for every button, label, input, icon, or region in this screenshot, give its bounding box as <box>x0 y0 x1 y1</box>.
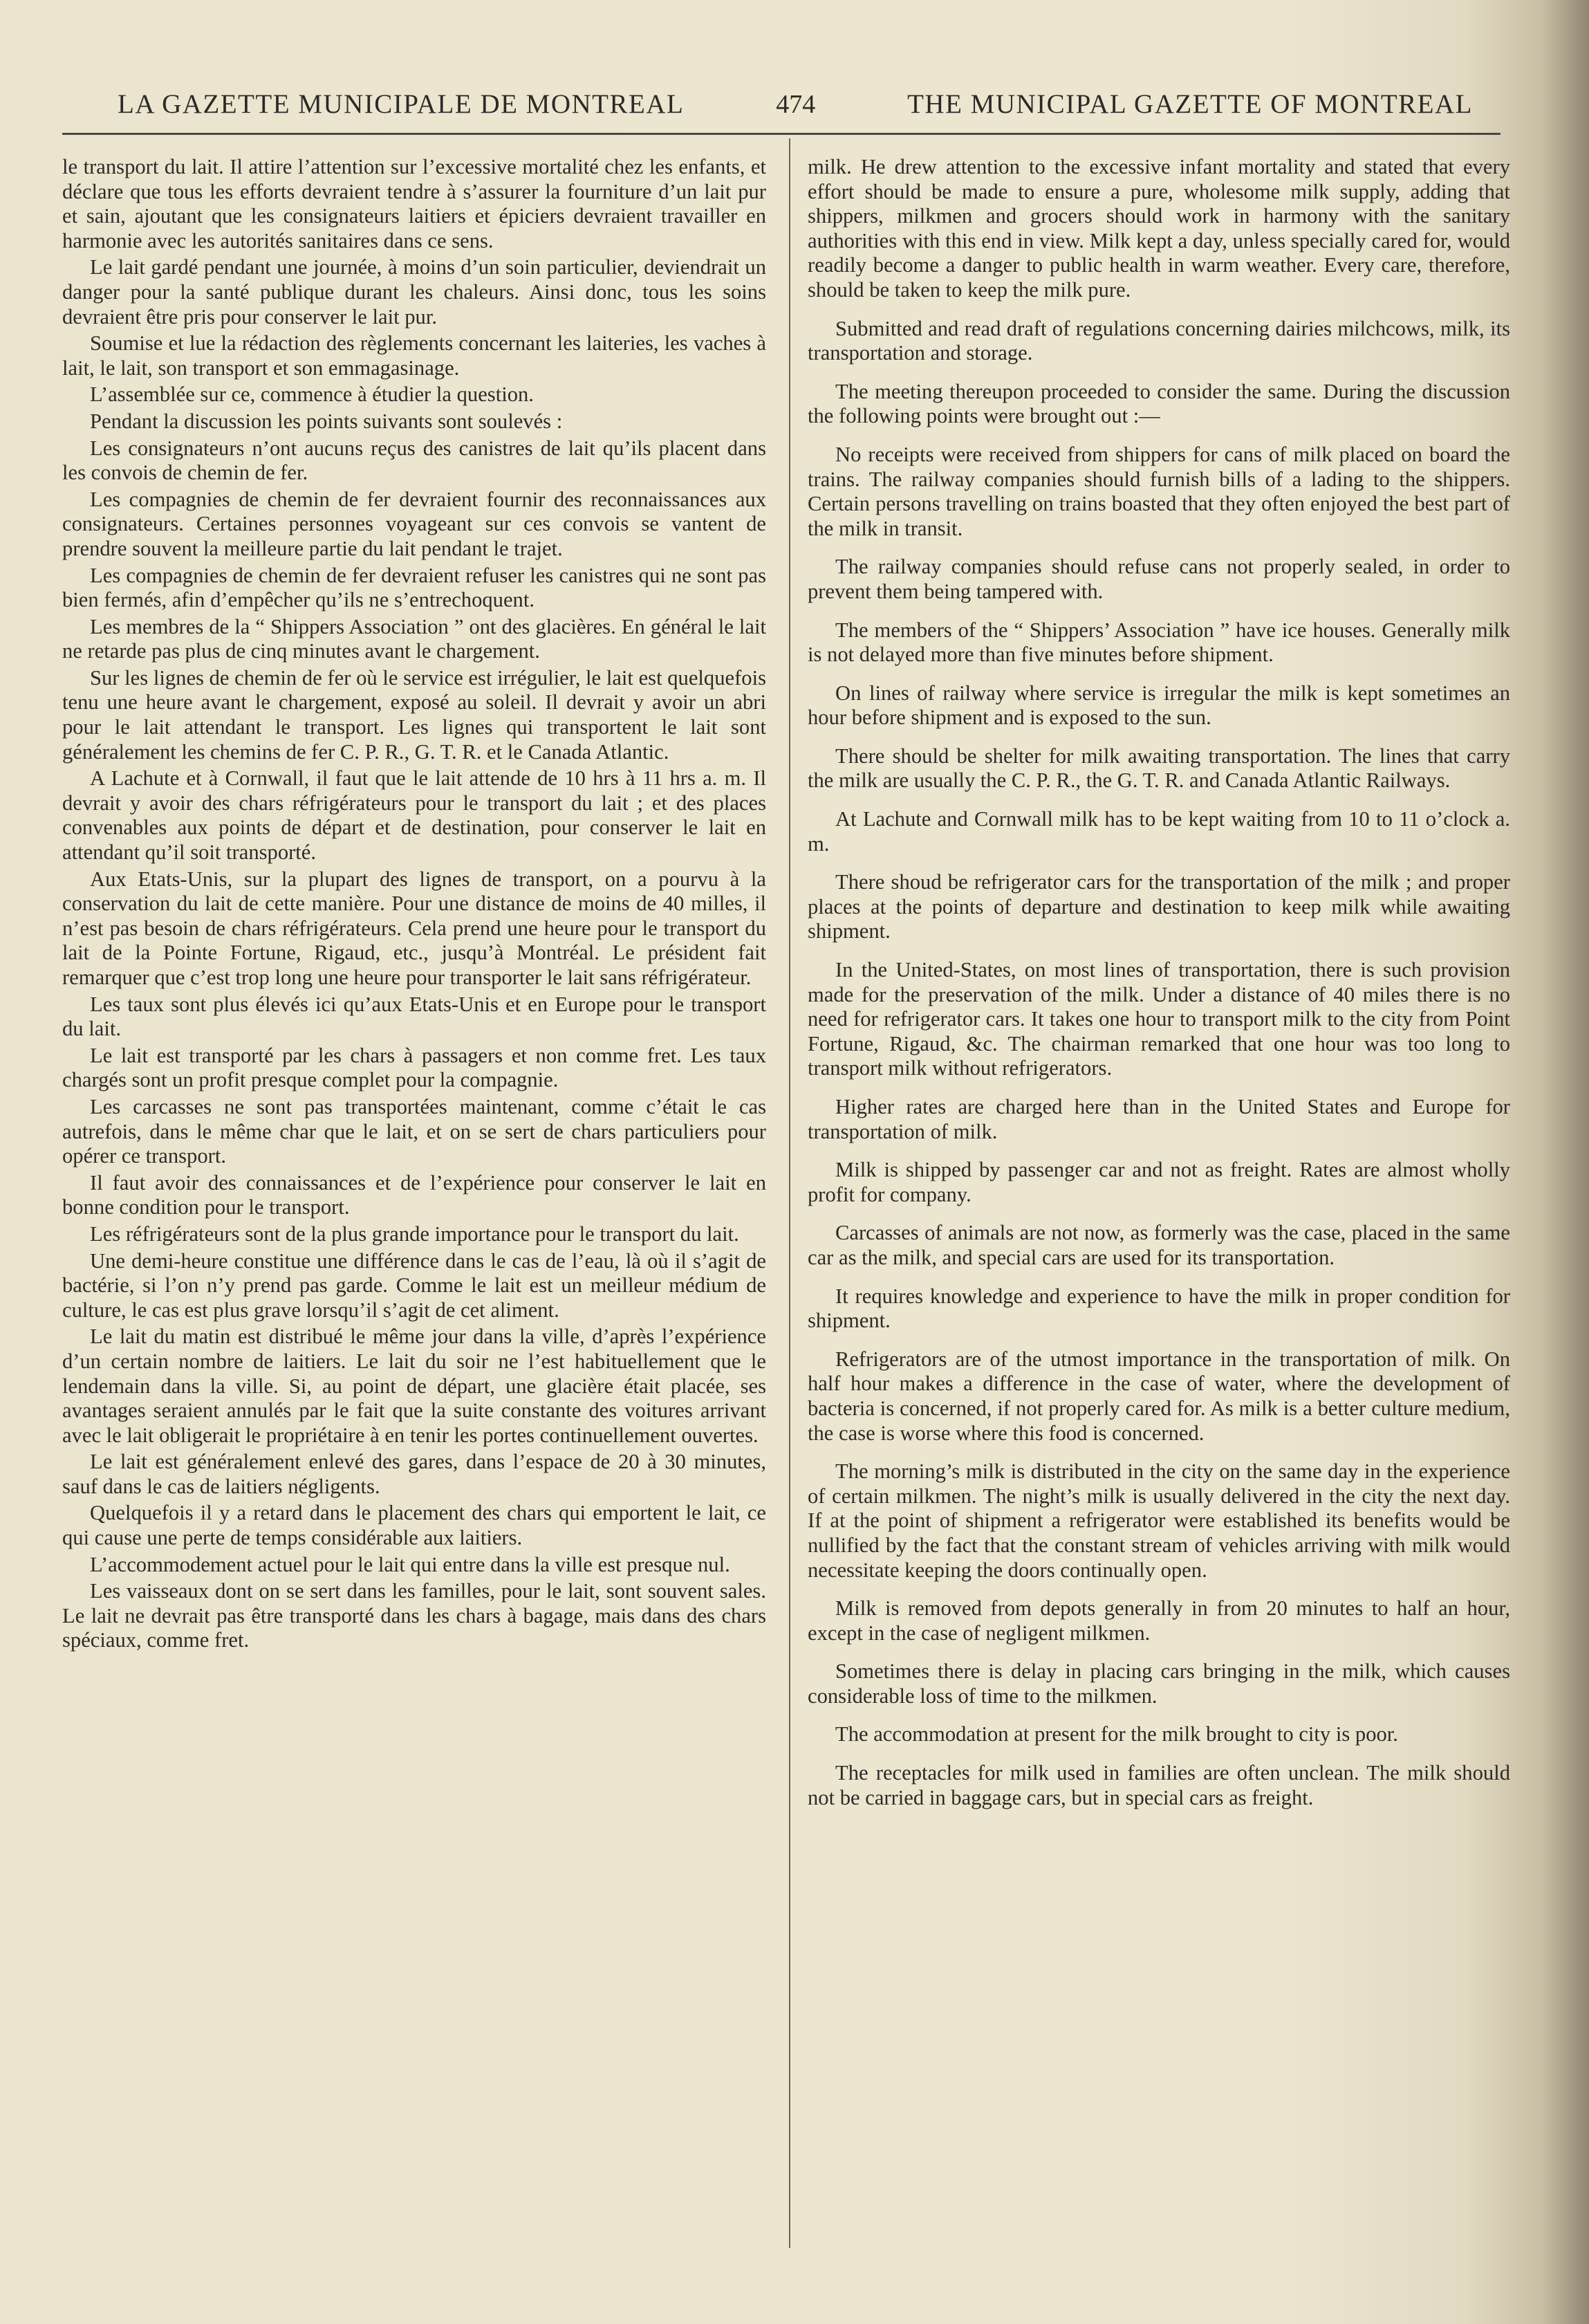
running-header <box>118 89 1473 127</box>
paragraph: Les compagnies de chemin de fer devraient refuser les canistres qui ne sont pas bien fermés, afin d’empêcher qu’ils ne s’entrechoquent. <box>62 563 766 612</box>
paragraph: Pendant la discussion les points suivants sont soulevés : <box>90 409 563 433</box>
paragraph: Une demi-heure constitue une différence dans le cas de l’eau, là où il s’agit de bactérie, si l’on n’y prend pas garde. Comme le lait est un meilleur médium de culture, le cas est plus grave lorsqu’il s’agit de cet aliment. <box>62 1248 766 1322</box>
paragraph: Sometimes there is delay in placing cars bringing in the milk, which causes considerable loss of time to the milkmen. <box>808 1659 1510 1708</box>
header-french-title: LA GAZETTE MUNICIPALE DE MONTREAL <box>118 89 685 119</box>
paragraph: Les compagnies de chemin de fer devraient fournir des reconnaissances aux consignateurs. Certaines personnes voyageant sur ces convois se vantent de prendre souvent la meilleure partie du lait pendant le trajet. <box>62 487 766 560</box>
paragraph: In the United-States, on most lines of transportation, there is such provision made for the preservation of the milk. Under a distance of 40 miles there is no need for refrigerator cars. It takes one hour to transport milk to the city from Point Fortune, Rigaud, &c. The chairman remarked that one hour was too long to transport milk without refrigerators. <box>808 958 1510 1080</box>
paragraph: milk. He drew attention to the excessive infant mortality and stated that every effort should be made to ensure a pure, wholesome milk supply, adding that shippers, milkmen and grocers should work in harmony with the sanitary authorities with this end in view. Milk kept a day, unless specially cared for, would readily become a danger to public health in warm weather. Every care, therefore, should be taken to keep the milk pure. <box>808 155 1510 302</box>
paragraph: A Lachute et à Cornwall, il faut que le lait attende de 10 hrs à 11 hrs a. m. Il devrait y avoir des chars réfrigérateurs pour le transport du lait ; et des places convenables aux points de départ et de destination, pour conserver le lait en attendant qu’il soit transporté. <box>62 766 766 865</box>
paragraph: L’assemblée sur ce, commence à étudier la question. <box>90 382 534 407</box>
paragraph: Le lait du matin est distribué le même jour dans la ville, d’après l’expérience d’un certain nombre de laitiers. Le lait du soir ne l’est habituellement que le lendemain dans la ville. Si, au point de départ, une glacière était placée, ses avantages seraient annulés par le fait que la suite constante des voitures arrivant avec le lait obligerait le propriétaire à en tenir les portes continuellement ouvertes. <box>62 1325 766 1447</box>
paragraph: Il faut avoir des connaissances et de l’expérience pour conserver le lait en bonne condition pour le transport. <box>62 1170 766 1219</box>
paragraph: Carcasses of animals are not now, as formerly was the case, placed in the same car as the milk, and special cars are used for its transportation. <box>808 1221 1510 1269</box>
paragraph: There should be shelter for milk awaiting transportation. The lines that carry the milk are usually the C. P. R., the G. T. R. and Canada Atlantic Railways. <box>808 744 1510 793</box>
paragraph: The accommodation at present for the milk brought to city is poor. <box>835 1722 1398 1746</box>
paragraph: Le lait gardé pendant une journée, à moins d’un soin particulier, deviendrait un danger pour la santé publique durant les chaleurs. Ainsi donc, tous les soins devraient être pris pour conserver le lait pur. <box>62 255 766 329</box>
paragraph: No receipts were received from shippers for cans of milk placed on board the trains. The railway companies should furnish bills of a lading to the shippers. Certain persons travelling on trains boasted that they often enjoyed the best part of the milk in transit. <box>808 442 1510 540</box>
paragraph: It requires knowledge and experience to have the milk in proper condition for shipment. <box>808 1284 1510 1333</box>
paragraph: The morning’s milk is distributed in the city on the same day in the experience of certain milkmen. The night’s milk is usually delivered in the city the next day. If at the point of shipment a refrigerator were established its benefits would be nullified by the fact that the constant stream of vehicles arriving with milk would necessitate keeping the doors continually open. <box>808 1459 1510 1582</box>
paragraph: Soumise et lue la rédaction des règlements concernant les laiteries, les vaches à lait, le lait, son transport et son emmagasinage. <box>62 331 766 380</box>
english-column <box>808 155 1510 2237</box>
paragraph: Milk is shipped by passenger car and not as freight. Rates are almost wholly profit for company. <box>808 1158 1510 1206</box>
column-divider <box>789 138 790 2248</box>
header-english-title: THE MUNICIPAL GAZETTE OF MONTREAL <box>907 89 1473 119</box>
paragraph: Les taux sont plus élevés ici qu’aux Etats-Unis et en Europe pour le transport du lait. <box>62 992 766 1041</box>
paragraph: Le lait est transporté par les chars à passagers et non comme fret. Les taux chargés sont un profit presque complet pour la compagnie. <box>62 1043 766 1092</box>
paragraph: Milk is removed from depots generally in from 20 minutes to half an hour, except in the case of negligent milkmen. <box>808 1596 1510 1645</box>
paragraph: On lines of railway where service is irregular the milk is kept sometimes an hour before shipment and is exposed to the sun. <box>808 681 1510 730</box>
paragraph: There shoud be refrigerator cars for the transportation of the milk ; and proper places at the points of departure and destination to keep milk while awaiting shipment. <box>808 870 1510 943</box>
paragraph: Les carcasses ne sont pas transportées maintenant, comme c’était le cas autrefois, dans le même char que le lait, et on se sert de chars particuliers pour opérer ce transport. <box>62 1094 766 1168</box>
paragraph: Submitted and read draft of regulations concerning dairies milchcows, milk, its transportation and storage. <box>808 316 1510 365</box>
paragraph: The members of the “ Shippers’ Association ” have ice houses. Generally milk is not delayed more than five minutes before shipment. <box>808 618 1510 667</box>
paragraph: The meeting thereupon proceeded to consider the same. During the discussion the following points were brought out :— <box>808 379 1510 428</box>
paragraph: Quelquefois il y a retard dans le placement des chars qui emportent le lait, ce qui cause une perte de temps considérable aux laitiers. <box>62 1501 766 1550</box>
paragraph: Le lait est généralement enlevé des gares, dans l’espace de 20 à 30 minutes, sauf dans le cas de laitiers négligents. <box>62 1450 766 1498</box>
paragraph: Les consignateurs n’ont aucuns reçus des canistres de lait qu’ils placent dans les convois de chemin de fer. <box>62 436 766 485</box>
paragraph: Les vaisseaux dont on se sert dans les familles, pour le lait, sont souvent sales. Le lait ne devrait pas être transporté dans les chars à bagage, mais dans des chars spéciaux, comme fret. <box>62 1579 766 1652</box>
paragraph: Les réfrigérateurs sont de la plus grande importance pour le transport du lait. <box>90 1221 739 1246</box>
paragraph: The railway companies should refuse cans not properly sealed, in order to prevent them being tampered with. <box>808 555 1510 603</box>
paragraph: Les membres de la “ Shippers Association ” ont des glacières. En général le lait ne retarde pas plus de cinq minutes avant le chargement. <box>62 614 766 663</box>
paragraph: Sur les lignes de chemin de fer où le service est irrégulier, le lait est quelquefois tenu une heure avant le chargement, exposé au soleil. Il devrait y avoir un abri pour le lait attendant le transport. Les lignes qui transportent le lait sont généralement les chemins de fer C. P. R., G. T. R. et le Canada Atlantic. <box>62 665 766 764</box>
paragraph: The receptacles for milk used in families are often unclean. The milk should not be carried in baggage cars, but in special cars as freight. <box>808 1761 1510 1809</box>
paragraph: L’accommodement actuel pour le lait qui entre dans la ville est presque nul. <box>90 1552 730 1576</box>
paragraph: Aux Etats-Unis, sur la plupart des lignes de transport, on a pourvu à la conservation du lait de cette manière. Pour une distance de moins de 40 milles, il n’est pas besoin de chars réfrigérateurs. Cela prend une heure pour le transport du lait de la Pointe Fortune, Rigaud, etc., jusqu’à Montréal. Le président fait remarquer que c’est trop long une heure pour transporter le lait sans réfrigérateur. <box>62 867 766 989</box>
paragraph: Refrigerators are of the utmost importance in the transportation of milk. On half hour makes a difference in the case of water, where the development of bacteria is concerned, if not properly cared for. As milk is a better culture medium, the case is worse where this food is concerned. <box>808 1347 1510 1445</box>
french-column <box>62 155 766 2237</box>
paragraph: At Lachute and Cornwall milk has to be kept waiting from 10 to 11 o’clock a. m. <box>808 807 1510 856</box>
header-rule <box>62 133 1500 135</box>
paragraph: Higher rates are charged here than in the United States and Europe for transportation of milk. <box>808 1095 1510 1143</box>
paragraph: le transport du lait. Il attire l’attention sur l’excessive mortalité chez les enfants, et déclare que tous les efforts devraient tendre à s’assurer la fourniture d’un lait pur et sain, ajoutant que les consignateurs laitiers et épiciers devraient travailler en harmonie avec les autorités sanitaires dans ce sens. <box>62 155 766 252</box>
page-number: 474 <box>776 90 816 119</box>
